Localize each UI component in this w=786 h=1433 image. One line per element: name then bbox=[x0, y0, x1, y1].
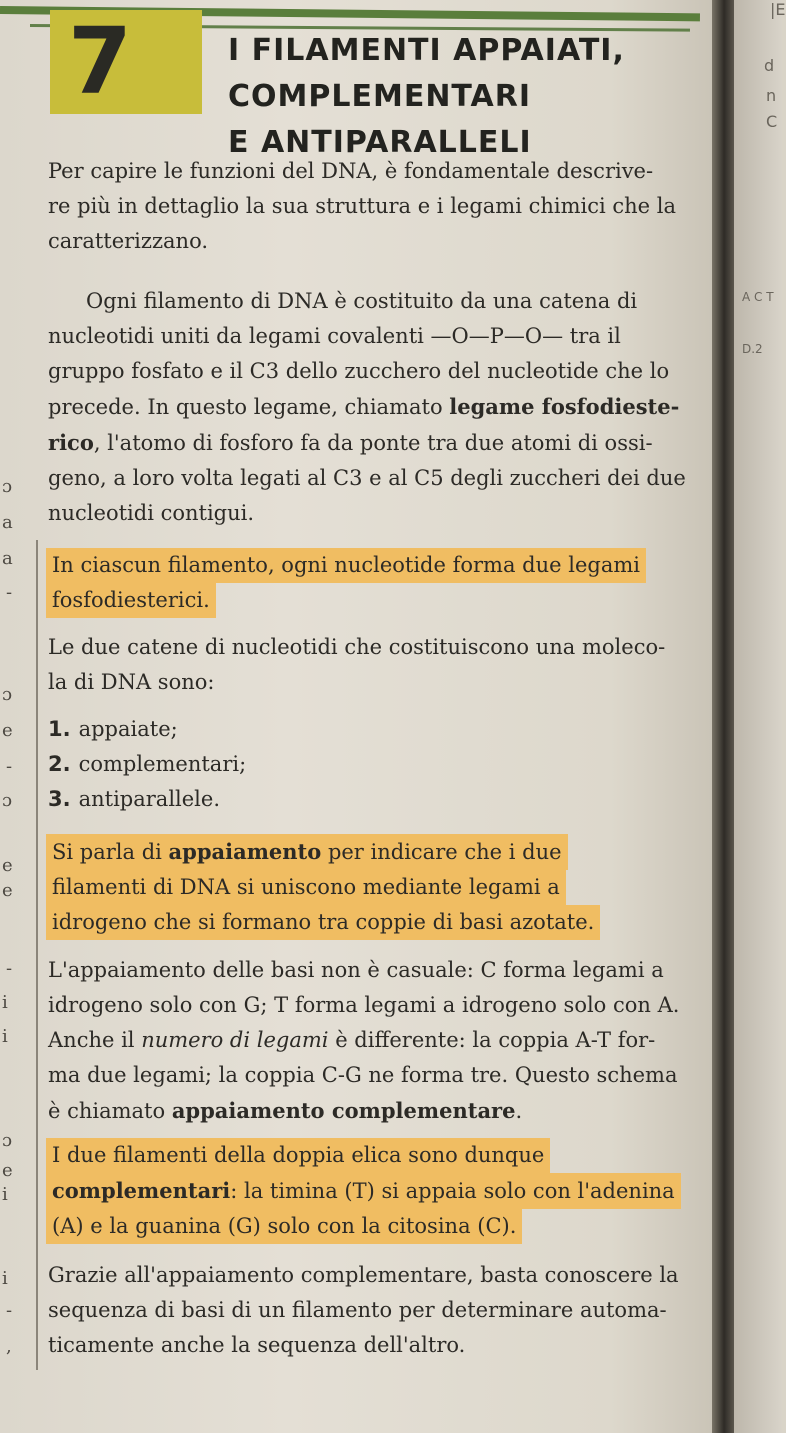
highlighted-line: filamenti di DNA si uniscono mediante legami a bbox=[46, 870, 566, 905]
list-item bbox=[48, 747, 246, 782]
term-bold: legame fosfodieste- bbox=[449, 394, 680, 419]
text-line: ticamente anche la sequenza dell'altro. bbox=[48, 1333, 466, 1357]
margin-mark: - bbox=[6, 582, 13, 603]
text-line: geno, a loro volta legati al C3 e al C5 degli zuccheri dei due bbox=[48, 466, 686, 490]
book-gutter-shadow bbox=[712, 0, 734, 1433]
margin-mark: - bbox=[6, 756, 13, 777]
list-text: antiparallele. bbox=[78, 787, 220, 811]
text-line bbox=[48, 1023, 679, 1058]
text-run: , l'atomo di fosforo fa da ponte tra due atomi di ossi- bbox=[93, 431, 653, 455]
margin-mark: i bbox=[2, 1026, 8, 1047]
paragraph-conclusion bbox=[48, 1258, 679, 1363]
highlighted-line: (A) e la guanina (G) solo con la citosina (C). bbox=[46, 1209, 522, 1244]
term-italic: numero di legami bbox=[141, 1028, 329, 1052]
page-fragment: C bbox=[766, 112, 778, 131]
margin-mark: i bbox=[2, 1268, 8, 1289]
title-line: E ANTIPARALLELI bbox=[228, 125, 532, 160]
page-fragment: |E bbox=[770, 0, 786, 19]
page-fragment: A C T bbox=[742, 290, 774, 304]
margin-mark: a bbox=[2, 548, 13, 569]
text-run: è chiamato bbox=[48, 1099, 172, 1123]
list-item bbox=[48, 712, 246, 747]
text-line: Per capire le funzioni del DNA, è fondamentale descrive- bbox=[48, 159, 654, 183]
margin-divider bbox=[36, 540, 38, 1370]
list-number: 2. bbox=[48, 752, 71, 776]
term-bold: appaiamento bbox=[168, 839, 322, 864]
list-item bbox=[48, 782, 246, 817]
text-line: caratterizzano. bbox=[48, 229, 209, 253]
margin-mark: , bbox=[6, 1336, 12, 1357]
text-line: nucleotidi contigui. bbox=[48, 501, 255, 525]
list-text: complementari; bbox=[78, 752, 247, 776]
highlighted-line bbox=[46, 834, 568, 870]
section-number: 7 bbox=[67, 8, 132, 115]
page-fragment: D.2 bbox=[742, 342, 763, 356]
page-fragment: d bbox=[764, 56, 775, 75]
text-line: la di DNA sono: bbox=[48, 670, 215, 694]
highlighted-line: idrogeno che si formano tra coppie di basi azotate. bbox=[46, 905, 600, 940]
margin-mark: ɔ bbox=[2, 476, 13, 497]
term-bold: complementari bbox=[52, 1178, 231, 1203]
text-line bbox=[48, 1093, 679, 1129]
next-page-edge bbox=[734, 0, 786, 1433]
text-line: nucleotidi uniti da legami covalenti —O—P—O— tra il bbox=[48, 324, 621, 348]
text-line: L'appaiamento delle basi non è casuale: C forma legami a bbox=[48, 958, 664, 982]
term-bold: appaiamento complementare bbox=[171, 1098, 516, 1123]
highlighted-line: I due filamenti della doppia elica sono dunque bbox=[46, 1138, 550, 1173]
margin-mark: e bbox=[2, 880, 13, 901]
title-line: I FILAMENTI APPAIATI, bbox=[228, 33, 625, 68]
margin-mark: e bbox=[2, 1160, 13, 1181]
text-run: precede. In questo legame, chiamato bbox=[48, 395, 450, 419]
text-line bbox=[48, 425, 686, 461]
margin-mark: ɔ bbox=[2, 684, 13, 705]
text-run: : la timina (T) si appaia solo con l'adenina bbox=[230, 1179, 675, 1203]
margin-mark: ɔ bbox=[2, 1130, 13, 1151]
list-number: 3. bbox=[48, 787, 71, 811]
text-run: Si parla di bbox=[52, 840, 169, 864]
properties-list bbox=[48, 712, 246, 817]
highlighted-line: fosfodiesterici. bbox=[46, 583, 216, 618]
page-fragment: n bbox=[766, 86, 777, 105]
paragraph-phosphodiester bbox=[48, 284, 686, 531]
paragraph-chains bbox=[48, 630, 665, 700]
text-run: . bbox=[515, 1099, 523, 1123]
text-run: Anche il bbox=[48, 1028, 142, 1052]
text-line bbox=[48, 389, 686, 425]
paragraph-intro bbox=[48, 154, 676, 259]
paragraph-complementary-pairing bbox=[48, 953, 679, 1129]
title-line: COMPLEMENTARI bbox=[228, 79, 532, 114]
text-line: idrogeno solo con G; T forma legami a idrogeno solo con A. bbox=[48, 993, 680, 1017]
highlighted-line: In ciascun filamento, ogni nucleotide forma due legami bbox=[46, 548, 646, 583]
highlight-pairing bbox=[48, 834, 600, 940]
text-line: gruppo fosfato e il C3 dello zucchero del nucleotide che lo bbox=[48, 359, 670, 383]
highlight-complementary bbox=[48, 1138, 681, 1244]
text-line: sequenza di basi di un filamento per determinare automa- bbox=[48, 1298, 667, 1322]
text-run: per indicare che i due bbox=[321, 840, 562, 864]
text-line: Grazie all'appaiamento complementare, basta conoscere la bbox=[48, 1263, 679, 1287]
margin-mark: ɔ bbox=[2, 790, 13, 811]
list-text: appaiate; bbox=[78, 717, 178, 741]
margin-mark: e bbox=[2, 855, 13, 876]
margin-mark: i bbox=[2, 1184, 8, 1205]
section-title bbox=[228, 28, 625, 166]
highlight-two-bonds bbox=[48, 548, 646, 618]
text-line: re più in dettaglio la sua struttura e i legami chimici che la bbox=[48, 194, 677, 218]
text-run: è differente: la coppia A-T for- bbox=[328, 1028, 656, 1052]
text-line: ma due legami; la coppia C-G ne forma tre. Questo schema bbox=[48, 1063, 678, 1087]
highlighted-line bbox=[46, 1173, 681, 1209]
term-bold: rico bbox=[48, 430, 94, 455]
list-number: 1. bbox=[48, 717, 71, 741]
margin-mark: a bbox=[2, 512, 13, 533]
margin-mark: e bbox=[2, 720, 13, 741]
margin-mark: - bbox=[6, 958, 13, 979]
text-line: Le due catene di nucleotidi che costituiscono una moleco- bbox=[48, 635, 666, 659]
margin-mark: - bbox=[6, 1300, 13, 1321]
text-line: Ogni filamento di DNA è costituito da una catena di bbox=[86, 289, 638, 313]
margin-mark: i bbox=[2, 992, 8, 1013]
